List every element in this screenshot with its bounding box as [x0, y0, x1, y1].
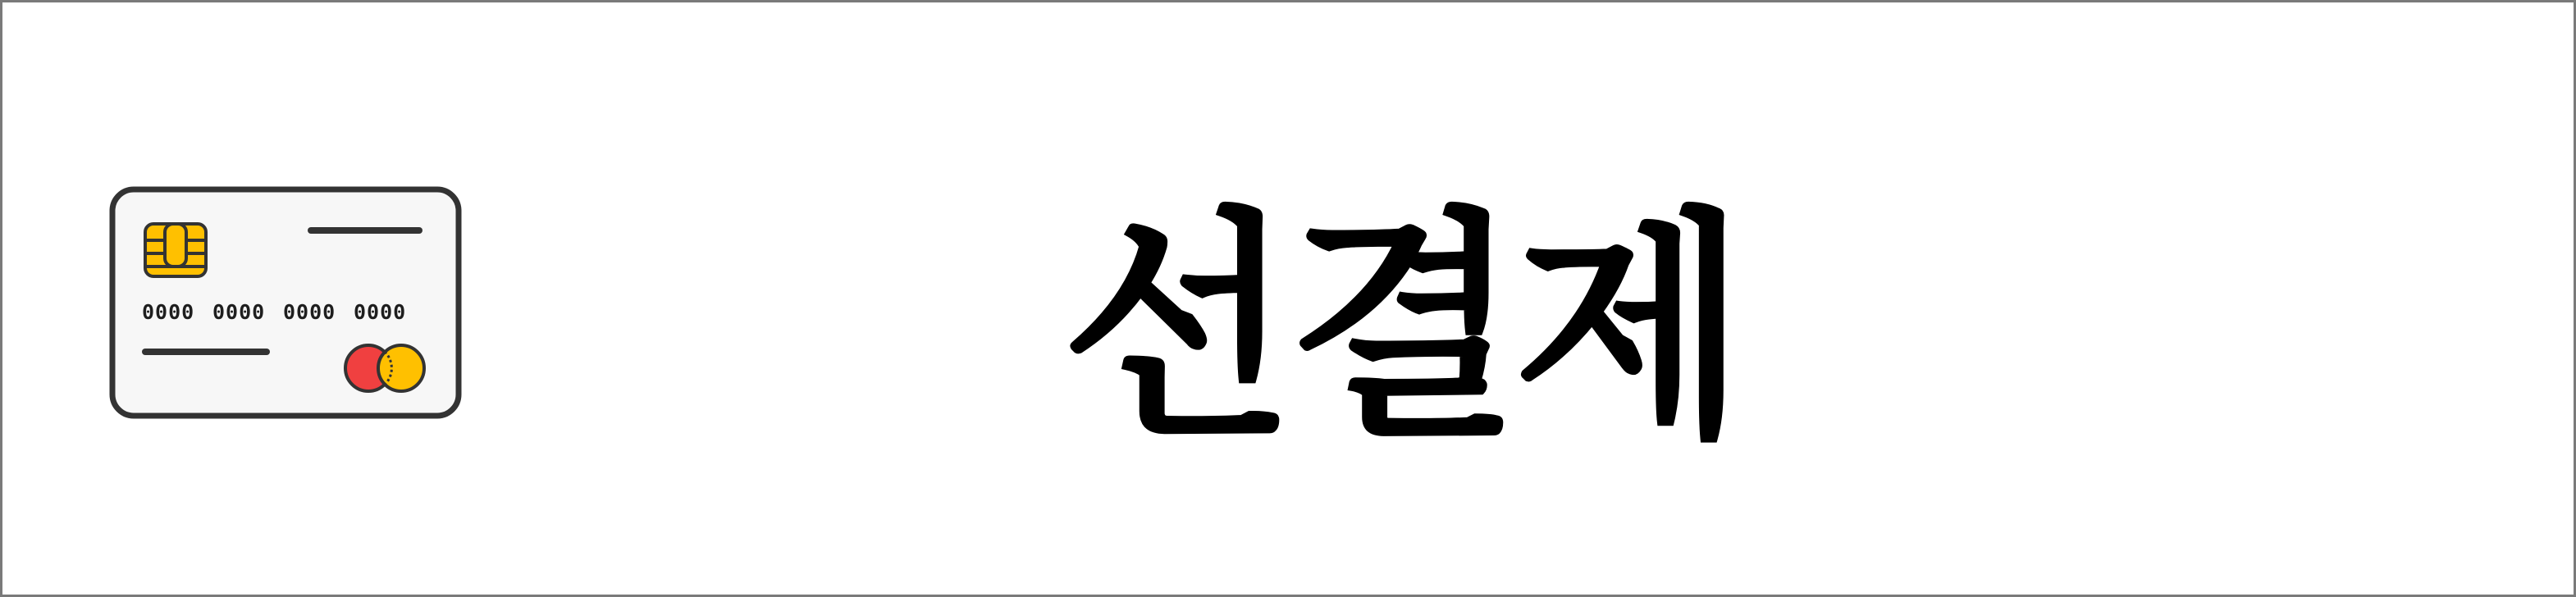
card-number-group-3: 0000 [283, 300, 336, 324]
card-number-group-2: 0000 [212, 300, 266, 324]
chip-icon [145, 224, 206, 276]
credit-card-graphic [109, 186, 462, 419]
card-number-group-4: 0000 [354, 300, 407, 324]
mastercard-logo-icon [345, 345, 424, 391]
card-number-group-1: 0000 [142, 300, 195, 324]
page-title: 선결제 [1061, 187, 1740, 470]
credit-card-icon [109, 186, 462, 419]
